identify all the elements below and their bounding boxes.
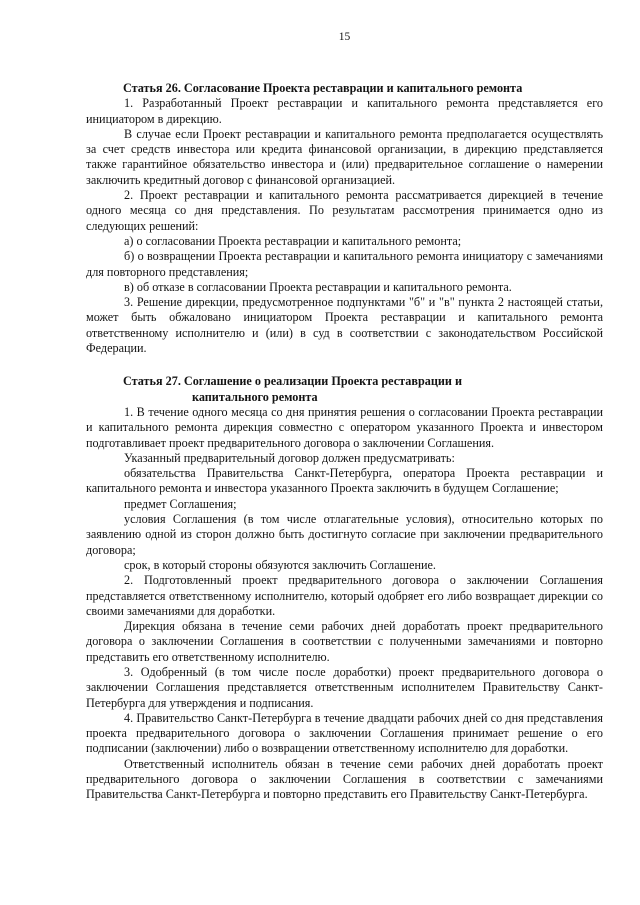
article-26-subitem-c: в) об отказе в согласовании Проекта реставрации и капитального ремонта. <box>124 279 512 294</box>
article-27-paragraph: 2. Подготовленный проект предварительного договора о заключении Соглашения представляется ответственному исполнителю, который одобряет его либо возвращает дирекции со своими замечаниями для доработки. <box>86 573 603 618</box>
article-27-paragraph: 4. Правительство Санкт-Петербурга в течение двадцати рабочих дней со дня представления проекта предварительного договора о заключении Соглашения принимает решение о его подписании (заключении) либо о возвращении ответственному исполнителю для доработки. <box>86 710 603 756</box>
article-27-title-line1: Статья 27. Соглашение о реализации Проекта реставрации и <box>123 374 462 389</box>
article-27-paragraph: срок, в который стороны обязуются заключить Соглашение. <box>124 557 436 572</box>
article-26-paragraph: 2. Проект реставрации и капитального ремонта рассматривается дирекцией в течение одного месяца со дня представления. По результатам рассмотрения принимается одно из следующих решений: <box>86 188 603 233</box>
article-26-paragraph: 3. Решение дирекции, предусмотренное подпунктами "б" и "в" пункта 2 настоящей статьи, может быть обжаловано инициатором Проекта реставрации и капитального ремонта ответственному исполнителю и (или) в суд в соответствии с законодательством Российской Федерации. <box>86 295 603 356</box>
article-26-paragraph: 1. Разработанный Проект реставрации и капитального ремонта представляется его инициатором в дирекцию. <box>86 96 603 126</box>
article-27-paragraph: обязательства Правительства Санкт-Петербурга, оператора Проекта реставрации и капитального ремонта и инвестора указанного Проекта заключить в будущем Соглашение; <box>86 466 603 496</box>
article-27 <box>86 374 603 802</box>
article-27-title <box>123 374 603 405</box>
article-27-paragraph: 3. Одобренный (в том числе после доработки) проект предварительного договора о заключении Соглашения представляется ответственным исполнителем Правительству Санкт-Петербурга для утверждения и подписания. <box>86 664 603 710</box>
article-26-paragraph: В случае если Проект реставрации и капитального ремонта предполагается осуществлять за счет средств инвестора или кредита финансовой организации, в дирекцию представляется также гарантийное обязательство инвестора и (или) предварительное соглашение о намерении заключить кредитный договор с финансовой организацией. <box>86 126 603 187</box>
article-27-paragraph: Дирекция обязана в течение семи рабочих дней доработать проект предварительного договора о заключении Соглашения в соответствии с полученными замечаниями и повторно представить его ответственному исполнителю. <box>86 619 603 664</box>
article-27-paragraph: предмет Соглашения; <box>124 496 237 511</box>
article-27-paragraph: Ответственный исполнитель обязан в течение семи рабочих дней доработать проект предварительного договора о заключении Соглашения в соответствии с замечаниями Правительства Санкт-Петербурга и повторно представить его Правительству Санкт-Петербурга. <box>86 756 603 802</box>
article-26-title: Статья 26. Согласование Проекта реставрации и капитального ремонта <box>123 81 523 95</box>
article-26-subitem-b: б) о возвращении Проекта реставрации и капитального ремонта инициатору с замечаниями для повторного представления; <box>86 249 603 279</box>
article-26 <box>86 81 603 356</box>
page-number: 15 <box>338 31 351 43</box>
article-27-paragraph: 1. В течение одного месяца со дня принятия решения о согласовании Проекта реставрации и капитального ремонта дирекция совместно с оператором указанного Проекта и инвестором подготавливает проект предварительного договора о заключении Соглашения. <box>86 404 603 450</box>
article-27-paragraph: Указанный предварительный договор должен предусматривать: <box>124 450 455 465</box>
article-26-subitem-a: а) о согласовании Проекта реставрации и капитального ремонта; <box>124 233 462 248</box>
article-27-paragraph: условия Соглашения (в том числе отлагательные условия), относительно которых по заявлению одной из сторон должно быть достигнуто согласие при заключении предварительного договора; <box>86 512 603 557</box>
article-27-title-line2: капитального ремонта <box>192 389 318 404</box>
